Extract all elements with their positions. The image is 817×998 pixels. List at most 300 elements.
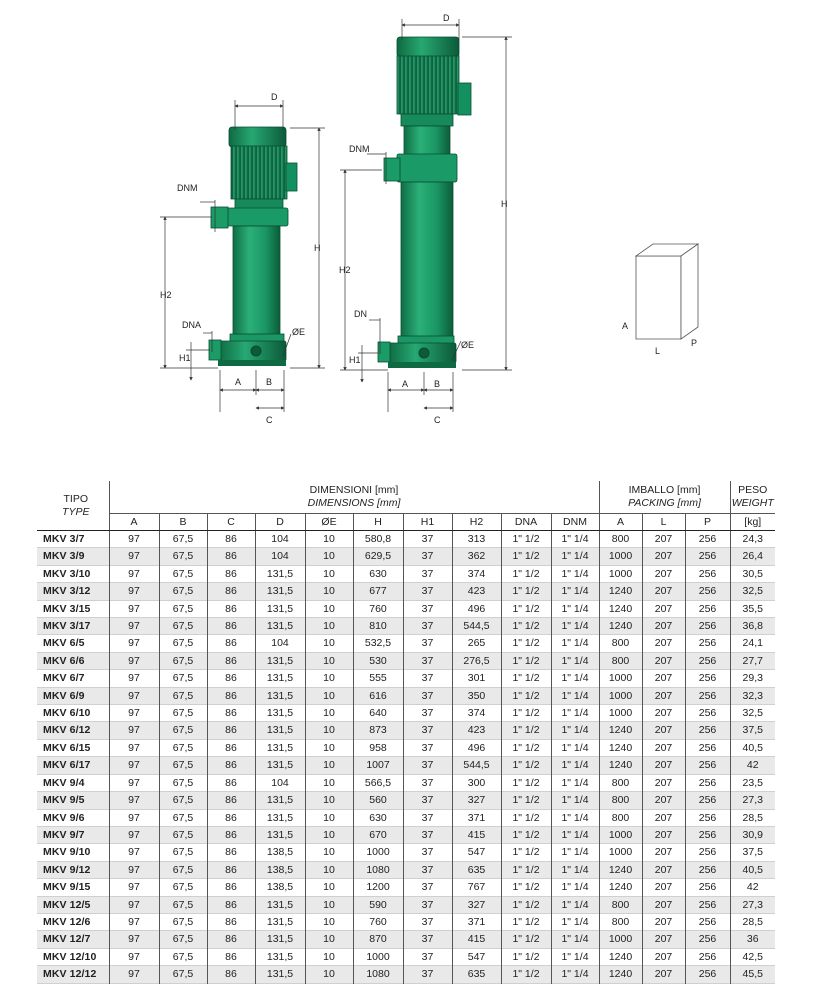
value-cell: 131,5 <box>255 687 305 704</box>
column-header: H2 <box>452 514 501 531</box>
value-cell: 256 <box>685 739 730 756</box>
column-header: DNA <box>501 514 551 531</box>
value-cell: 86 <box>207 583 255 600</box>
value-cell: 67,5 <box>159 722 207 739</box>
value-cell: 1000 <box>599 670 642 687</box>
value-cell: 1200 <box>353 879 403 896</box>
value-cell: 67,5 <box>159 879 207 896</box>
value-cell: 27,3 <box>730 792 775 809</box>
value-cell: 800 <box>599 652 642 669</box>
value-cell: 207 <box>642 879 685 896</box>
value-cell: 800 <box>599 913 642 930</box>
value-cell: 42 <box>746 881 759 894</box>
value-cell: 1" 1/2 <box>501 774 551 791</box>
value-cell: 1" 1/2 <box>501 931 551 948</box>
value-cell: 86 <box>207 548 255 565</box>
table-row <box>37 548 775 565</box>
column-header: ØE <box>305 514 353 531</box>
value-cell: 131,5 <box>255 705 305 722</box>
small-label-a: A <box>235 377 242 387</box>
value-cell: 97 <box>109 966 159 983</box>
value-cell: 256 <box>685 948 730 965</box>
value-cell: 496 <box>452 600 501 617</box>
value-cell: 544,5 <box>452 757 501 774</box>
value-cell: 256 <box>685 531 730 548</box>
value-cell: 1" 1/4 <box>551 722 599 739</box>
table-row <box>37 861 775 878</box>
value-cell: 1" 1/4 <box>551 739 599 756</box>
value-cell: 256 <box>685 966 730 983</box>
tipo-label: TIPO <box>63 492 88 505</box>
value-cell: 555 <box>353 670 403 687</box>
value-cell: 810 <box>353 618 403 635</box>
value-cell: 131,5 <box>255 652 305 669</box>
value-cell: 97 <box>109 879 159 896</box>
value-cell: 30,5 <box>742 567 763 580</box>
value-cell: 1" 1/4 <box>551 548 599 565</box>
value-cell: 10 <box>305 809 353 826</box>
type-cell: MKV 6/15 <box>37 739 109 756</box>
value-cell: 40,5 <box>730 861 775 878</box>
value-cell: 86 <box>207 635 255 652</box>
value-cell: 1" 1/4 <box>551 583 599 600</box>
value-cell: 1" 1/2 <box>501 687 551 704</box>
value-cell: 26,4 <box>730 548 775 565</box>
value-cell: 371 <box>452 913 501 930</box>
value-cell: 10 <box>305 600 353 617</box>
value-cell: 67,5 <box>159 809 207 826</box>
table-row <box>37 705 775 722</box>
value-cell: 37 <box>403 966 452 983</box>
value-cell: 1" 1/2 <box>501 861 551 878</box>
value-cell: 86 <box>207 670 255 687</box>
value-cell: 1000 <box>353 844 403 861</box>
table-row <box>37 652 775 669</box>
value-cell: 37,5 <box>730 722 775 739</box>
value-cell: 630 <box>353 809 403 826</box>
value-cell: 958 <box>353 739 403 756</box>
value-cell: 27,7 <box>730 652 775 669</box>
table-row <box>37 722 775 739</box>
value-cell: 1240 <box>599 600 642 617</box>
value-cell: 67,5 <box>159 913 207 930</box>
value-cell: 1" 1/2 <box>501 913 551 930</box>
table-row <box>37 565 775 582</box>
value-cell: 67,5 <box>159 896 207 913</box>
value-cell: 37 <box>403 531 452 548</box>
value-cell: 1" 1/4 <box>551 879 599 896</box>
table-row <box>37 774 775 791</box>
value-cell: 496 <box>452 739 501 756</box>
value-cell: 10 <box>305 931 353 948</box>
type-header <box>37 481 109 531</box>
value-cell: 207 <box>642 896 685 913</box>
value-cell: 97 <box>109 565 159 582</box>
value-cell: 37 <box>403 844 452 861</box>
small-label-dnm: DNM <box>177 183 198 193</box>
value-cell: 67,5 <box>159 687 207 704</box>
value-cell: 256 <box>685 896 730 913</box>
box-label-p: P <box>691 338 698 348</box>
value-cell: 40,5 <box>742 741 763 754</box>
value-cell: 547 <box>452 844 501 861</box>
value-cell: 23,5 <box>742 776 763 789</box>
value-cell: 256 <box>685 792 730 809</box>
table-row <box>37 635 775 652</box>
value-cell: 1" 1/2 <box>501 757 551 774</box>
value-cell: 86 <box>207 687 255 704</box>
value-cell: 42,5 <box>742 950 763 963</box>
value-cell: 10 <box>305 966 353 983</box>
value-cell: 1240 <box>599 583 642 600</box>
value-cell: 374 <box>452 705 501 722</box>
value-cell: 580,8 <box>353 531 403 548</box>
value-cell: 1" 1/4 <box>551 600 599 617</box>
value-cell: 131,5 <box>255 618 305 635</box>
box-label-l: L <box>655 346 661 356</box>
value-cell: 1240 <box>599 948 642 965</box>
value-cell: 1" 1/2 <box>501 948 551 965</box>
value-cell: 138,5 <box>255 861 305 878</box>
small-label-oe: ØE <box>292 327 306 337</box>
type-cell: MKV 12/6 <box>37 913 109 930</box>
value-cell: 97 <box>109 739 159 756</box>
value-cell: 635 <box>452 966 501 983</box>
value-cell: 1" 1/4 <box>551 913 599 930</box>
value-cell: 256 <box>685 705 730 722</box>
table-row <box>37 948 775 965</box>
value-cell: 256 <box>685 826 730 843</box>
value-cell: 10 <box>305 565 353 582</box>
value-cell: 67,5 <box>159 635 207 652</box>
value-cell: 300 <box>452 774 501 791</box>
value-cell: 207 <box>642 583 685 600</box>
table-row <box>37 826 775 843</box>
value-cell: 97 <box>109 600 159 617</box>
value-cell: 1" 1/4 <box>551 931 599 948</box>
value-cell: 530 <box>353 652 403 669</box>
value-cell: 67,5 <box>159 600 207 617</box>
value-cell: 870 <box>353 931 403 948</box>
value-cell: 1080 <box>353 966 403 983</box>
value-cell: 1007 <box>353 757 403 774</box>
value-cell: 67,5 <box>159 757 207 774</box>
value-cell: 1" 1/4 <box>551 670 599 687</box>
value-cell: 1" 1/4 <box>551 792 599 809</box>
value-cell: 670 <box>353 826 403 843</box>
table-row <box>37 670 775 687</box>
value-cell: 1" 1/4 <box>551 635 599 652</box>
value-cell: 97 <box>109 913 159 930</box>
column-header: C <box>207 514 255 531</box>
column-header: H <box>353 514 403 531</box>
large-label-oe: ØE <box>461 340 475 350</box>
type-cell: MKV 6/12 <box>37 722 109 739</box>
table-row <box>37 757 775 774</box>
value-cell: 256 <box>685 844 730 861</box>
value-cell: 10 <box>305 844 353 861</box>
value-cell: 1" 1/2 <box>501 722 551 739</box>
value-cell: 97 <box>109 687 159 704</box>
value-cell: 256 <box>685 757 730 774</box>
value-cell: 532,5 <box>353 635 403 652</box>
value-cell: 86 <box>207 600 255 617</box>
value-cell: 10 <box>305 635 353 652</box>
value-cell: 207 <box>642 809 685 826</box>
value-cell: 86 <box>207 844 255 861</box>
value-cell: 207 <box>642 705 685 722</box>
column-header: P <box>685 514 730 531</box>
value-cell: 327 <box>452 792 501 809</box>
type-cell: MKV 12/12 <box>37 966 109 983</box>
value-cell: 30,9 <box>730 826 775 843</box>
value-cell: 1" 1/4 <box>551 948 599 965</box>
value-cell: 1000 <box>599 844 642 861</box>
value-cell: 131,5 <box>255 896 305 913</box>
value-cell: 67,5 <box>159 931 207 948</box>
value-cell: 635 <box>452 861 501 878</box>
value-cell: 256 <box>685 861 730 878</box>
value-cell: 86 <box>207 896 255 913</box>
value-cell: 37 <box>403 687 452 704</box>
value-cell: 104 <box>255 774 305 791</box>
table-row <box>37 618 775 635</box>
value-cell: 37 <box>403 879 452 896</box>
value-cell: 97 <box>109 583 159 600</box>
small-pump <box>209 127 297 366</box>
table-row <box>37 687 775 704</box>
value-cell: 1" 1/2 <box>501 635 551 652</box>
value-cell: 1" 1/4 <box>551 687 599 704</box>
value-cell: 37 <box>403 722 452 739</box>
value-cell: 97 <box>109 948 159 965</box>
box-label-a: A <box>622 321 629 331</box>
value-cell: 767 <box>452 879 501 896</box>
value-cell: 37 <box>403 826 452 843</box>
column-header: A <box>599 514 642 531</box>
value-cell: 616 <box>353 687 403 704</box>
value-cell: 560 <box>353 792 403 809</box>
large-label-h: H <box>501 199 508 209</box>
value-cell: 1240 <box>599 739 642 756</box>
value-cell: 256 <box>685 583 730 600</box>
type-cell: MKV 6/7 <box>37 670 109 687</box>
value-cell: 590 <box>353 896 403 913</box>
value-cell: 1" 1/2 <box>501 670 551 687</box>
value-cell: 800 <box>599 809 642 826</box>
type-cell: MKV 9/12 <box>37 861 109 878</box>
value-cell: 104 <box>255 531 305 548</box>
value-cell: 207 <box>642 722 685 739</box>
type-cell: MKV 12/10 <box>37 948 109 965</box>
table-row <box>37 739 775 756</box>
value-cell: 256 <box>685 879 730 896</box>
value-cell: 1240 <box>599 861 642 878</box>
value-cell: 37 <box>403 809 452 826</box>
value-cell: 1000 <box>599 565 642 582</box>
value-cell: 873 <box>353 722 403 739</box>
value-cell: 327 <box>452 896 501 913</box>
value-cell: 97 <box>109 861 159 878</box>
value-cell: 67,5 <box>159 548 207 565</box>
small-label-d: D <box>271 92 278 102</box>
value-cell: 256 <box>685 548 730 565</box>
value-cell: 97 <box>109 896 159 913</box>
dimensions-group-header <box>109 481 599 514</box>
table-row <box>37 844 775 861</box>
small-label-dna: DNA <box>182 320 202 330</box>
value-cell: 86 <box>207 792 255 809</box>
table-row <box>37 913 775 930</box>
value-cell: 10 <box>305 739 353 756</box>
value-cell: 629,5 <box>353 548 403 565</box>
table-row <box>37 879 775 896</box>
type-cell: MKV 9/7 <box>37 826 109 843</box>
value-cell: 207 <box>642 670 685 687</box>
value-cell: 86 <box>207 774 255 791</box>
value-cell: 1000 <box>599 705 642 722</box>
value-cell: 67,5 <box>159 739 207 756</box>
value-cell: 10 <box>305 652 353 669</box>
value-cell: 10 <box>305 705 353 722</box>
value-cell: 42 <box>730 757 775 774</box>
value-cell: 67,5 <box>159 844 207 861</box>
large-pump <box>378 37 471 368</box>
value-cell: 640 <box>353 705 403 722</box>
value-cell: 37 <box>403 913 452 930</box>
value-cell: 67,5 <box>159 861 207 878</box>
value-cell: 800 <box>599 774 642 791</box>
value-cell: 256 <box>685 809 730 826</box>
type-cell: MKV 3/12 <box>37 583 109 600</box>
value-cell: 67,5 <box>159 826 207 843</box>
value-cell: 37 <box>403 565 452 582</box>
value-cell: 256 <box>685 913 730 930</box>
large-label-dnm: DNM <box>349 144 370 154</box>
value-cell: 313 <box>452 531 501 548</box>
dimensioni-label: DIMENSIONI [mm] <box>309 484 399 496</box>
value-cell: 37 <box>403 600 452 617</box>
value-cell: 37,5 <box>742 846 763 859</box>
value-cell: 35,5 <box>742 602 763 615</box>
value-cell: 207 <box>642 826 685 843</box>
value-cell: 207 <box>642 548 685 565</box>
value-cell: 1" 1/2 <box>501 896 551 913</box>
value-cell: 1" 1/4 <box>551 966 599 983</box>
value-cell: 37 <box>403 635 452 652</box>
value-cell: 32,5 <box>730 583 775 600</box>
value-cell: 97 <box>109 826 159 843</box>
column-header: A <box>109 514 159 531</box>
value-cell: 97 <box>109 670 159 687</box>
value-cell: 1" 1/2 <box>501 705 551 722</box>
dimensions-table <box>37 481 775 984</box>
value-cell: 423 <box>452 583 501 600</box>
value-cell: 544,5 <box>452 618 501 635</box>
value-cell: 97 <box>109 844 159 861</box>
value-cell: 207 <box>642 600 685 617</box>
value-cell: 29,3 <box>742 672 763 685</box>
large-label-dn: DN <box>354 309 367 319</box>
value-cell: 28,5 <box>742 915 763 928</box>
value-cell: 138,5 <box>255 844 305 861</box>
table-row <box>37 792 775 809</box>
value-cell: 86 <box>207 948 255 965</box>
value-cell: 256 <box>685 931 730 948</box>
value-cell: 37 <box>403 861 452 878</box>
value-cell: 86 <box>207 652 255 669</box>
value-cell: 1000 <box>353 948 403 965</box>
value-cell: 207 <box>642 844 685 861</box>
value-cell: 1000 <box>599 548 642 565</box>
value-cell: 1" 1/4 <box>551 826 599 843</box>
value-cell: 760 <box>353 913 403 930</box>
value-cell: 1" 1/4 <box>551 757 599 774</box>
value-cell: 1240 <box>599 722 642 739</box>
value-cell: 138,5 <box>255 879 305 896</box>
type-cell: MKV 9/6 <box>37 809 109 826</box>
value-cell: 131,5 <box>255 757 305 774</box>
value-cell: 800 <box>599 635 642 652</box>
value-cell: 1240 <box>599 757 642 774</box>
large-label-h2: H2 <box>339 265 351 275</box>
type-cell: MKV 9/4 <box>37 774 109 791</box>
value-cell: 104 <box>255 635 305 652</box>
value-cell: 10 <box>305 879 353 896</box>
value-cell: 131,5 <box>255 826 305 843</box>
type-cell: MKV 3/15 <box>37 600 109 617</box>
value-cell: 415 <box>452 931 501 948</box>
value-cell: 86 <box>207 809 255 826</box>
value-cell: 67,5 <box>159 618 207 635</box>
type-cell: MKV 3/17 <box>37 618 109 635</box>
value-cell: 1" 1/4 <box>551 531 599 548</box>
value-cell: 800 <box>599 531 642 548</box>
value-cell: 67,5 <box>159 583 207 600</box>
value-cell: 37 <box>403 583 452 600</box>
value-cell: 10 <box>305 913 353 930</box>
type-cell: MKV 3/7 <box>37 531 109 548</box>
value-cell: 97 <box>109 774 159 791</box>
value-cell: 1080 <box>353 861 403 878</box>
value-cell: 86 <box>207 879 255 896</box>
value-cell: 630 <box>353 565 403 582</box>
value-cell: 256 <box>685 687 730 704</box>
value-cell: 1" 1/2 <box>501 652 551 669</box>
value-cell: 97 <box>109 635 159 652</box>
weight-label: WEIGHT <box>731 497 774 509</box>
large-label-h1: H1 <box>349 355 361 365</box>
value-cell: 37 <box>403 670 452 687</box>
value-cell: 45,5 <box>730 966 775 983</box>
weight-group-header <box>730 481 775 514</box>
value-cell: 256 <box>685 652 730 669</box>
value-cell: 1" 1/4 <box>551 565 599 582</box>
value-cell: 207 <box>642 687 685 704</box>
table-row <box>37 931 775 948</box>
value-cell: 1" 1/4 <box>551 809 599 826</box>
value-cell: 423 <box>452 722 501 739</box>
value-cell: 86 <box>207 861 255 878</box>
value-cell: 374 <box>452 565 501 582</box>
value-cell: 27,3 <box>730 896 775 913</box>
value-cell: 86 <box>207 966 255 983</box>
value-cell: 800 <box>599 792 642 809</box>
value-cell: 1" 1/2 <box>501 966 551 983</box>
type-cell: MKV 9/5 <box>37 792 109 809</box>
table-row <box>37 583 775 600</box>
value-cell: 547 <box>452 948 501 965</box>
